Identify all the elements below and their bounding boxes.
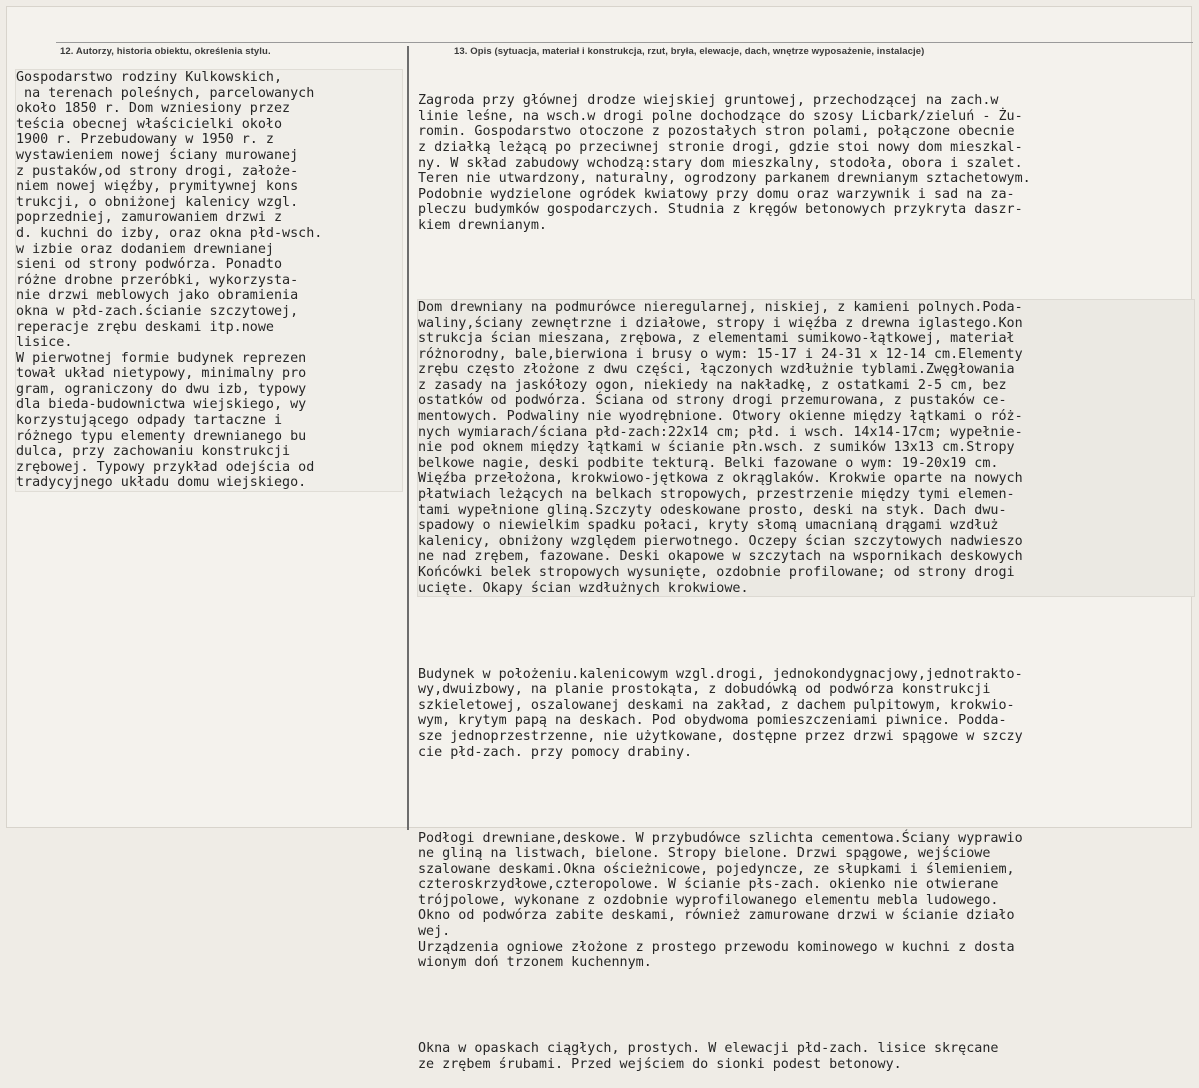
field-13-label: 13. Opis (sytuacja, materiał i konstrukcja, rzut, bryła, elewacje, dach, wnętrze wyposażenie, instalacje) bbox=[454, 46, 925, 57]
description-layout-paragraph: Budynek w położeniu.kalenicowym wzgl.drogi, jednokondygnacjowy,jednotrakto- wy,dwuizbowy, na planie prostokąta, z dobudówką od podwórza konstrukcji szkieletowej, oszalowanej deskami na zakład, z dachem pulpitowym, krokwio- wym, krytym papą na deskach. Pod obydwoma pomieszczeniami piwnice. Podda- sze jednoprzestrzenne, nie użytkowane, dostępne przez drzwi spągowe w szczy cie płd-zach. przy pomocy drabiny. bbox=[418, 666, 1023, 760]
description-construction-paragraph: Dom drewniany na podmurówce nieregularnej, niskiej, z kamieni polnych.Poda- waliny,ściany zewnętrzne i działowe, stropy i więźba z drewna iglastego.Kon strukcja ścian mieszana, zrębowa, z elementami sumikowo-łątkowej, materiał różnorodny, bale,bierwiona i brusy o wym: 15-17 i 24-31 x 12-14 cm.Elementy zrębu często złożone z dwu części, łączonych wzdłużnie tyblami.Zwęgłowania z zasady na jaskółozy ogon, niekiedy na nakładkę, z ostatkami 2-5 cm, bez ostatków od podwórza. Ściana od strony drogi przemurowana, z pustaków ce- mentowych. Podwaliny nie wyodrębnione. Otwory okienne między łątkami o róż- nych wymiarach/ściana płd-zach:22x14 cm; płd. i wsch. 14x14-17cm; wypełnie- nie pod oknem między łątkami w ścianie płn.wsch. z sumików 13x13 cm.Stropy belkowe nagie, deski podbite tekturą. Belki fazowane o wym: 19-20x19 cm. Więźba przełożona, krokwiowo-jętkowa z okrąglaków. Krokwie oparte na nowych płatwiach leżących na belkach stropowych, przestrzenie między tymi elemen- tami wypełnione gliną.Szczyty odeskowane prosto, deski na styk. Dach dwu- spadowy o niewielkim spadku połaci, kryty słomą umacnianą drągami wzdłuż kalenicy, obniżony względem pierwotnego. Oczepy ścian szczytowych nadwieszo ne nad zrębem, fazowane. Deski okapowe w szczytach na wspornikach deskowych Końcówki belek stropowych wysunięte, ozdobnie profilowane; od strony drogi ucięte. Okapy ścian wzdłużnych krokwiowe. bbox=[418, 300, 1194, 596]
paragraph-gap bbox=[418, 1002, 1194, 1010]
description-column bbox=[418, 62, 1194, 1088]
field-12-label: 12. Autorzy, historia obiektu, określenia stylu. bbox=[60, 46, 271, 57]
column-divider bbox=[407, 46, 409, 830]
paragraph-gap bbox=[418, 627, 1194, 635]
history-text: Gospodarstwo rodziny Kulkowskich, na terenach poleśnych, parcelowanych około 1850 r. Dom wzniesiony przez teścia obecnej właścicielki około 1900 r. Przebudowany w 1950 r. z wystawieniem nowej ściany murowanej z pustaków,od strony drogi, założe- niem nowej więźby, prymitywnej kons trukcji, o obniżonej kalenicy wzgl. poprzedniej, zamurowaniem drzwi z d. kuchni do izby, oraz okna płd-wsch. w izbie oraz dodaniem drewnianej sieni od strony podwórza. Ponadto różne drobne przeróbki, wykorzysta- nie drzwi meblowych jako obramienia okna w płd-zach.ścianie szczytowej, reperacje zrębu deskami itp.nowe lisice. W pierwotnej formie budynek reprezen tował układ nietypowy, minimalny pro gram, ograniczony do dwu izb, typowy dla bieda-budownictwa wiejskiego, wy korzystującego odpady tartaczne i różnego typu elementy drewnianego bu dulca, przy zachowaniu konstrukcji zrębowej. Typowy przykład odejścia od tradycyjnego układu domu wiejskiego. bbox=[16, 70, 402, 491]
description-interior-paragraph: Podłogi drewniane,deskowe. W przybudówce szlichta cementowa.Ściany wyprawio ne gliną na listwach, bielone. Stropy bielone. Drzwi spągowe, wejściowe szalowane deskami.Okna ościeżnicowe, pojedyncze, ze słupkami i ślemieniem, czteroskrzydłowe,czteropolowe. W ścianie płs-zach. okienko nie otwierane trójpolowe, wykonane z ozdobnie wyprofilowanego elementu mebla ludowego. Okno od podwórza zabite deskami, również zamurowane drzwi w ścianie działo wej. Urządzenia ogniowe złożone z prostego przewodu kominowego w kuchni z dosta wionym doń trzonem kuchennym. bbox=[418, 830, 1023, 971]
header-rule bbox=[56, 42, 1193, 43]
paragraph-gap bbox=[418, 791, 1194, 799]
paragraph-gap bbox=[418, 265, 1194, 269]
description-elevation-paragraph: Okna w opaskach ciągłych, prostych. W elewacji płd-zach. lisice skręcane ze zrębem śrubami. Przed wejściem do sionki podest betonowy. bbox=[418, 1041, 999, 1072]
description-setting-paragraph: Zagroda przy głównej drodze wiejskiej gruntowej, przechodzącej na zach.w linie leśne, na wsch.w drogi polne dochodzące do szosy Licbark/zieluń - Żu- romin. Gospodarstwo otoczone z pozostałych stron polami, połączone obecnie z działką leżącą po przeciwnej stronie drogi, gdzie stoi nowy dom mieszkal- ny. W skład zabudowy wchodzą:stary dom mieszkalny, stodoła, obora i szalet. Teren nie utwardzony, naturalny, ogrodzony parkanem drewnianym sztachetowym. Podobnie wydzielone ogródek kwiatowy przy domu oraz warzywnik i sad na za- pleczu budymków gospodarczych. Studnia z kręgów betonowych przykryta daszr- kiem drewnianym. bbox=[418, 93, 1031, 233]
